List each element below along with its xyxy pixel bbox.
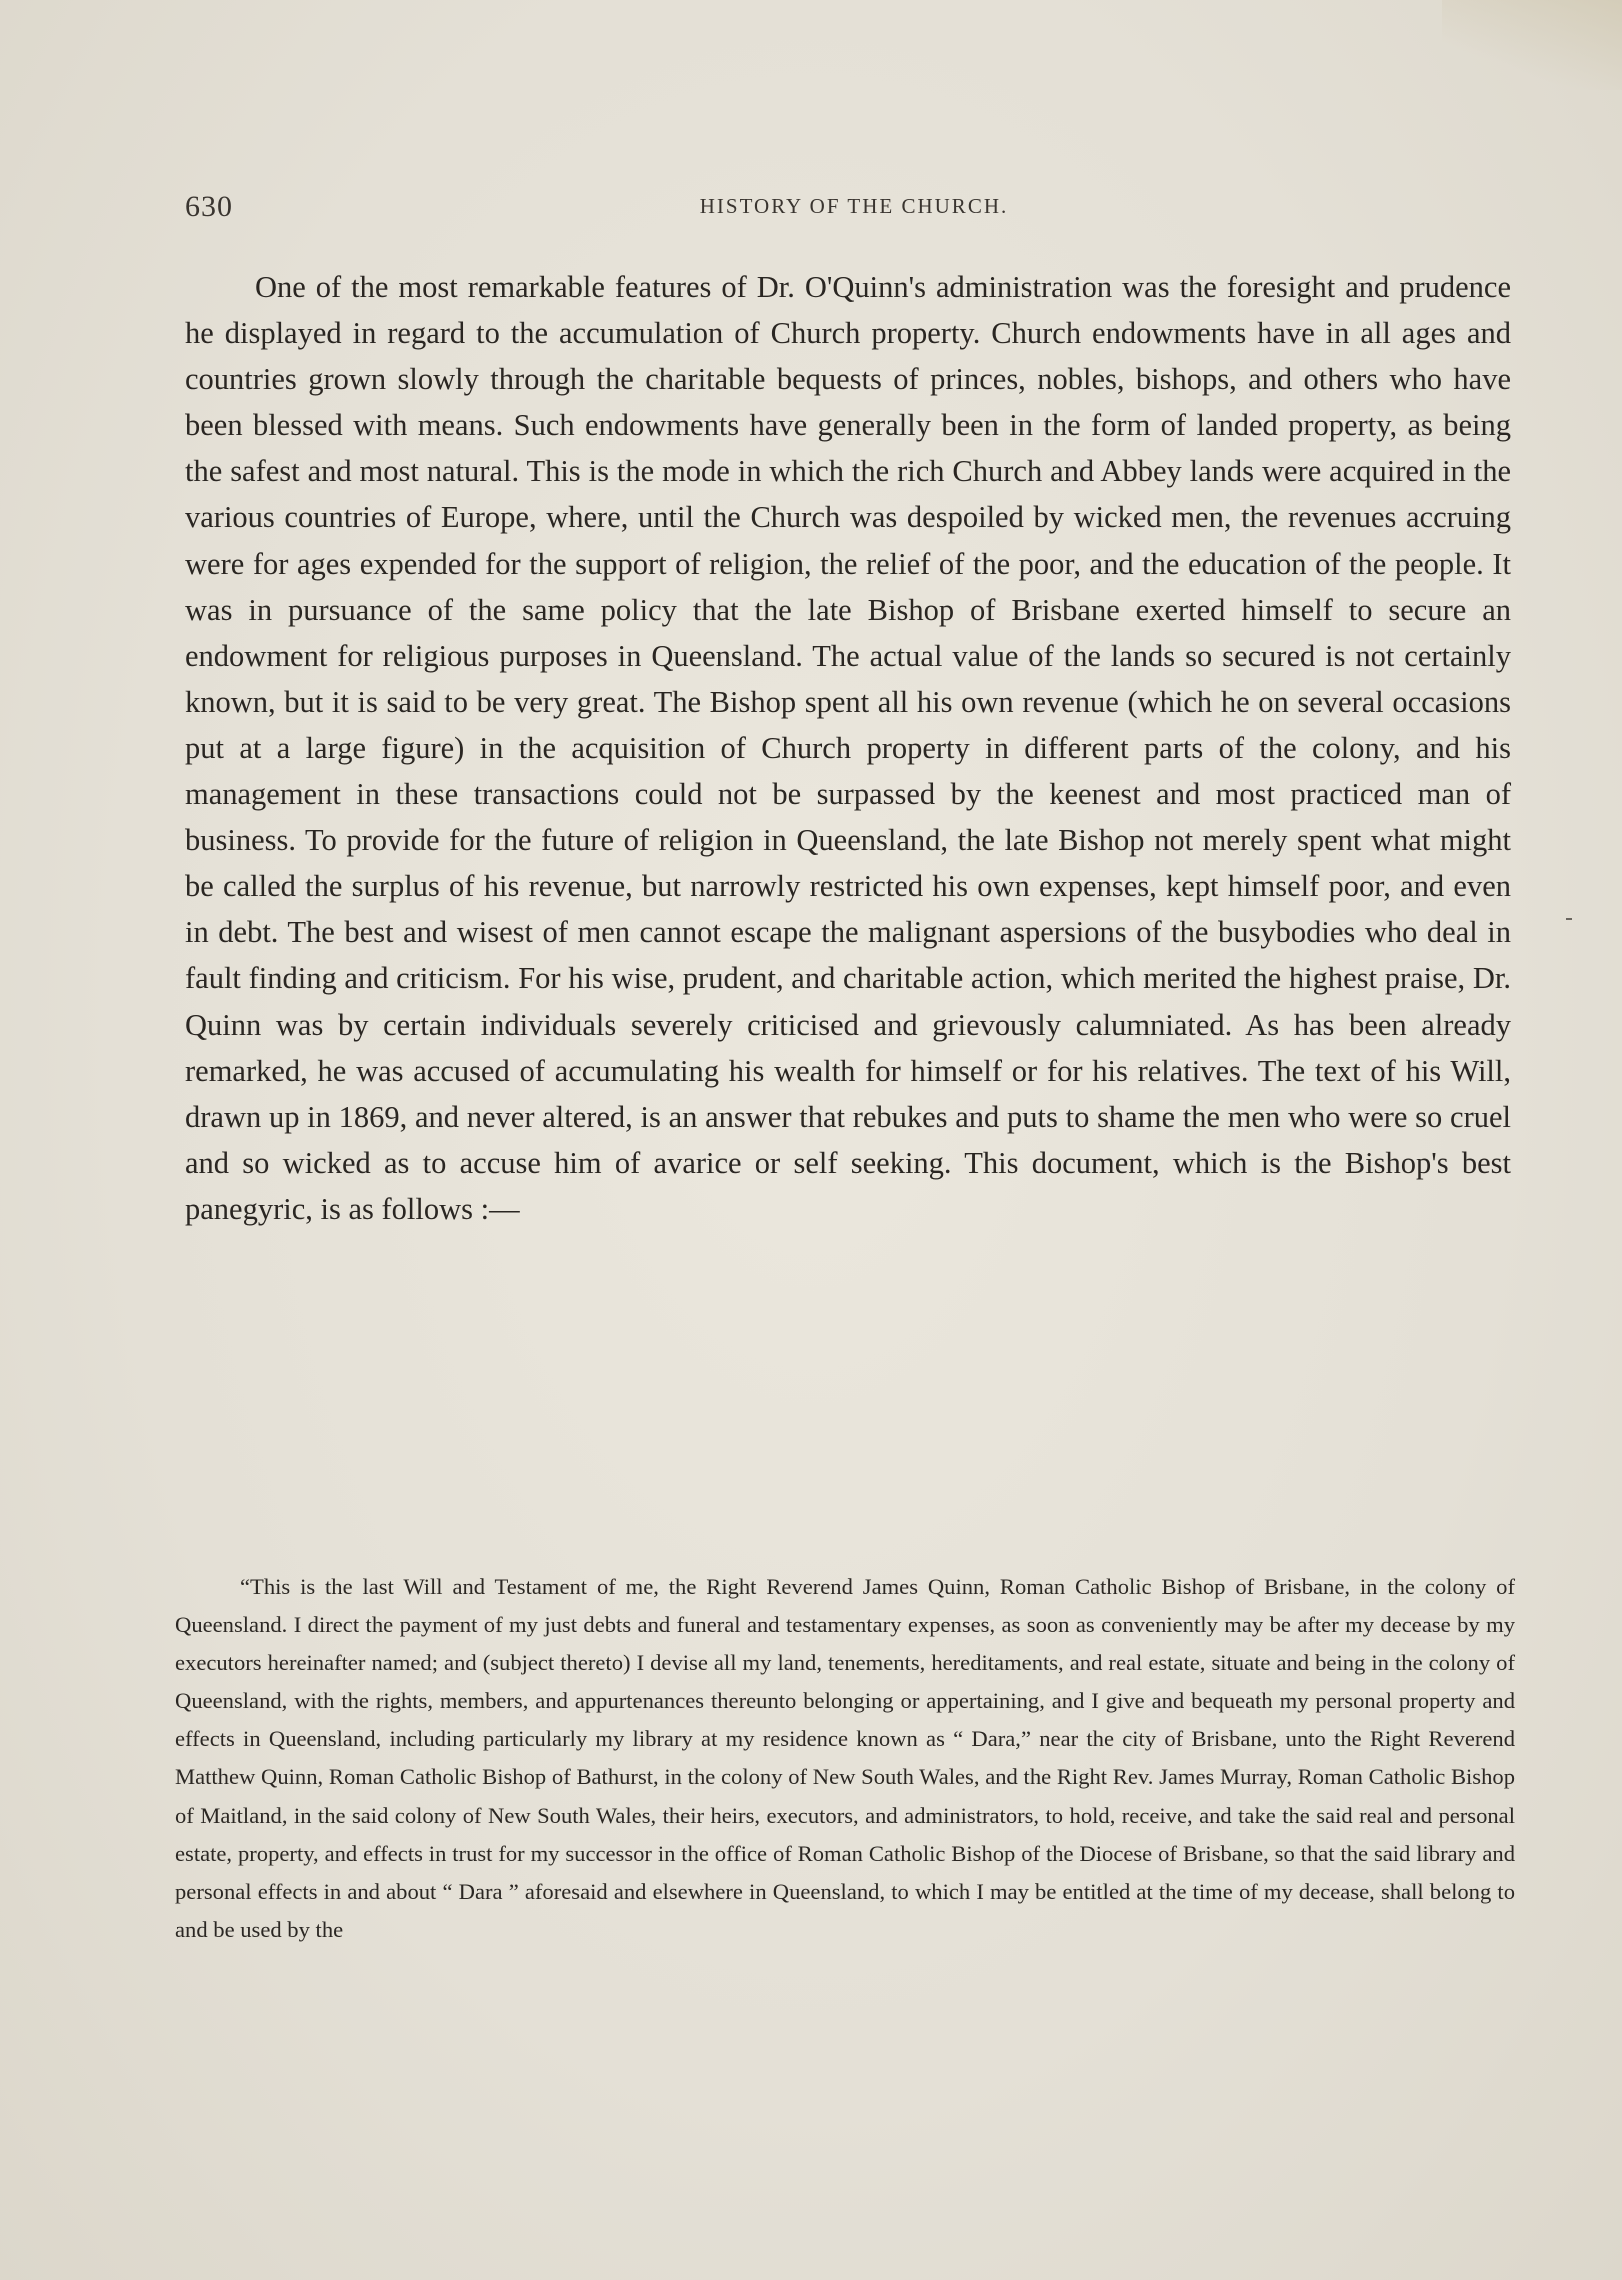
running-head: HISTORY OF THE CHURCH. xyxy=(699,194,1009,218)
margin-mark xyxy=(1566,918,1572,920)
paper-stain xyxy=(1442,0,1622,90)
body-paragraph: One of the most remarkable features of Dr. O'Quinn's administration was the foresight and prudence he displayed in regard to the accumulation of Church property. Church endowments have in all ages and countries grown slowly through the charitable bequests of princes, nobles, bishops, and others who have been blessed with means. Such endowments have generally been in the form of landed property, as being the safest and most natural. This is the mode in which the rich Church and Abbey lands were acquired in the various countries of Europe, where, until the Church was despoiled by wicked men, the revenues accruing were for ages expended for the support of religion, the relief of the poor, and the education of the people. It was in pursuance of the same policy that the late Bishop of Brisbane exerted himself to secure an endowment for religious purposes in Queensland. The actual value of the lands so secured is not certainly known, but it is said to be very great. The Bishop spent all his own revenue (which he on several occasions put at a large figure) in the acquisition of Church property in different parts of the colony, and his management in these transactions could not be surpassed by the keenest and most practiced man of business. To provide for the future of religion in Queensland, the late Bishop not merely spent what might be called the surplus of his revenue, but narrowly restricted his own expenses, kept himself poor, and even in debt. The best and wisest of men cannot escape the malignant aspersions of the busybodies who deal in fault finding and criticism. For his wise, prudent, and charitable action, which merited the highest praise, Dr. Quinn was by certain individuals severely criticised and grievously calumniated. As has been already remarked, he was accused of accumulating his wealth for himself or for his relatives. The text of his Will, drawn up in 1869, and never altered, is an answer that rebukes and puts to shame the men who were so cruel and so wicked as to accuse him of avarice or self seeking. This document, which is the Bishop's best panegyric, is as follows :— xyxy=(185,270,1511,1226)
page-header xyxy=(185,190,1523,230)
will-quotation: “This is the last Will and Testament of me, the Right Reverend James Quinn, Roman Catholic Bishop of Brisbane, in the colony of Queensland. I direct the payment of my just debts and funeral and testamentary expenses, as soon as conveniently may be after my decease by my executors hereinafter named; and (subject thereto) I devise all my land, tenements, hereditaments, and real estate, situate and being in the colony of Queensland, with the rights, members, and appurtenances thereunto belonging or appertaining, and I give and bequeath my personal property and effects in Queensland, including particularly my library at my residence known as “ Dara,” near the city of Brisbane, unto the Right Reverend Matthew Quinn, Roman Catholic Bishop of Bathurst, in the colony of New South Wales, and the Right Rev. James Murray, Roman Catholic Bishop of Maitland, in the said colony of New South Wales, their heirs, executors, and administrators, to hold, receive, and take the said real and personal estate, property, and effects in trust for my successor in the office of Roman Catholic Bishop of the Diocese of Brisbane, so that the said library and personal effects in and about “ Dara ” aforesaid and elsewhere in Queensland, to which I may be entitled at the time of my decease, shall belong to and be used by the xyxy=(175,1574,1515,1942)
page-number: 630 xyxy=(185,190,233,223)
